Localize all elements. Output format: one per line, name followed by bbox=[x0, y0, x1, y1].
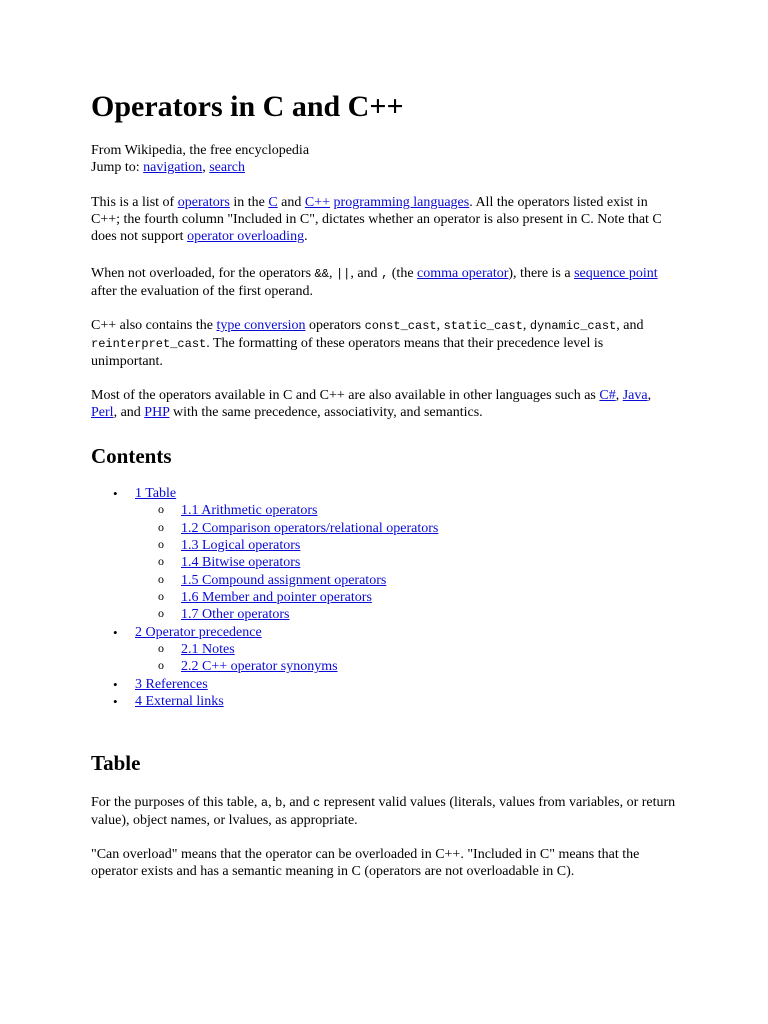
toc-link-member-pointer[interactable]: 1.6 Member and pointer operators bbox=[181, 590, 372, 606]
text: , bbox=[268, 795, 276, 810]
toc-link-external-links[interactable]: 4 External links bbox=[135, 694, 224, 710]
toc-item bbox=[91, 658, 676, 675]
programming-languages-link[interactable]: programming languages bbox=[333, 195, 470, 210]
text: . The formatting of these operators means that their precedence level is unimportant. bbox=[91, 336, 604, 369]
code-reinterpret-cast: reinterpret_cast bbox=[91, 337, 207, 351]
code-a: a bbox=[260, 796, 269, 810]
toc-link-table[interactable]: 1 Table bbox=[135, 486, 177, 501]
text: This is a list of bbox=[91, 195, 178, 210]
text: , and bbox=[616, 318, 644, 333]
toc-link-precedence[interactable]: 2 Operator precedence bbox=[135, 624, 262, 640]
circle-bullet-icon: o bbox=[158, 537, 164, 552]
circle-bullet-icon: o bbox=[158, 502, 164, 517]
code-comma-operator: , bbox=[381, 267, 389, 281]
operators-link[interactable]: operators bbox=[177, 195, 230, 210]
type-conversion-link[interactable]: type conversion bbox=[216, 318, 306, 333]
text: , and bbox=[113, 405, 145, 420]
php-link[interactable]: PHP bbox=[144, 405, 170, 420]
toc-link-bitwise[interactable]: 1.4 Bitwise operators bbox=[181, 555, 301, 571]
toc-item bbox=[91, 537, 676, 554]
comma-operator-link[interactable]: comma operator bbox=[417, 266, 509, 281]
jump-prefix: Jump to: bbox=[91, 160, 144, 175]
code-or-operator: || bbox=[335, 267, 351, 281]
code-dynamic-cast: dynamic_cast bbox=[529, 319, 617, 333]
cpp-link[interactable]: C++ bbox=[304, 195, 331, 210]
text: and bbox=[277, 195, 305, 210]
text: in the bbox=[229, 195, 269, 210]
text: . bbox=[304, 229, 308, 244]
text: C++ also contains the bbox=[91, 318, 217, 333]
toc-item bbox=[91, 606, 676, 623]
java-link[interactable]: Java bbox=[622, 388, 648, 403]
text: after the evaluation of the first operand. bbox=[91, 284, 313, 299]
text: (the bbox=[388, 266, 418, 281]
circle-bullet-icon: o bbox=[158, 641, 164, 656]
toc-item bbox=[91, 589, 676, 606]
jump-separator: , bbox=[202, 160, 210, 175]
bullet-icon: • bbox=[113, 694, 118, 710]
toc-item bbox=[91, 502, 676, 519]
toc-link-comparison[interactable]: 1.2 Comparison operators/relational operators bbox=[181, 520, 439, 536]
perl-link[interactable]: Perl bbox=[91, 405, 114, 420]
text: represent valid values (literals, values from variables, or return value), object names, or lvalues, as appropriate. bbox=[91, 795, 676, 828]
intro-paragraph bbox=[91, 194, 676, 245]
text: operators bbox=[305, 318, 365, 333]
toc-item bbox=[91, 624, 676, 641]
toc-link-logical[interactable]: 1.3 Logical operators bbox=[181, 538, 301, 554]
page-title: Operators in C and C++ bbox=[91, 90, 404, 123]
circle-bullet-icon: o bbox=[158, 658, 164, 673]
circle-bullet-icon: o bbox=[158, 571, 164, 586]
text: , and bbox=[350, 266, 382, 281]
sequence-point-paragraph bbox=[91, 265, 676, 300]
text: , bbox=[647, 388, 652, 403]
bullet-icon: • bbox=[113, 624, 118, 640]
casts-paragraph bbox=[91, 317, 676, 370]
text: , bbox=[328, 266, 336, 281]
contents-heading: Contents bbox=[91, 444, 172, 468]
text: Most of the operators available in C and C++ are also available in other languages such as bbox=[91, 388, 600, 403]
toc-item bbox=[91, 520, 676, 537]
code-b: b bbox=[275, 796, 283, 810]
text: , bbox=[615, 388, 623, 403]
tagline-block bbox=[91, 142, 676, 176]
can-overload-paragraph: "Can overload" means that the operator can be overloaded in C++. "Included in C" means that the operator exists and has a semantic meaning in C (operators are not overloadable in C). bbox=[91, 847, 640, 879]
c-link[interactable]: C bbox=[268, 195, 278, 210]
jump-navigation-link[interactable]: navigation bbox=[143, 160, 203, 175]
operator-overloading-link[interactable]: operator overloading bbox=[187, 229, 305, 244]
circle-bullet-icon: o bbox=[158, 554, 164, 569]
text: ), there is a bbox=[508, 266, 575, 281]
circle-bullet-icon: o bbox=[158, 606, 164, 621]
toc-item bbox=[91, 693, 676, 710]
toc-link-synonyms[interactable]: 2.2 C++ operator synonyms bbox=[181, 659, 338, 675]
jump-search-link[interactable]: search bbox=[209, 160, 245, 175]
bullet-icon: • bbox=[113, 486, 118, 501]
toc-link-other-operators[interactable]: 1.7 Other operators bbox=[181, 607, 290, 623]
circle-bullet-icon: o bbox=[158, 589, 164, 604]
text: , and bbox=[282, 795, 314, 810]
toc-link-references[interactable]: 3 References bbox=[135, 676, 208, 692]
toc-item bbox=[91, 554, 676, 571]
toc-link-notes[interactable]: 2.1 Notes bbox=[181, 642, 235, 658]
toc-item bbox=[91, 485, 676, 502]
toc-item bbox=[91, 676, 676, 693]
bullet-icon: • bbox=[113, 676, 118, 692]
csharp-link[interactable]: C# bbox=[599, 388, 616, 403]
text: , bbox=[522, 318, 530, 333]
code-and-operator: && bbox=[314, 267, 329, 281]
tagline: From Wikipedia, the free encyclopedia bbox=[91, 143, 310, 158]
code-c: c bbox=[313, 796, 321, 810]
code-static-cast: static_cast bbox=[443, 319, 523, 333]
toc-link-compound-assignment[interactable]: 1.5 Compound assignment operators bbox=[181, 572, 387, 588]
toc-link-arithmetic[interactable]: 1.1 Arithmetic operators bbox=[181, 503, 318, 519]
other-languages-paragraph bbox=[91, 387, 676, 421]
table-heading: Table bbox=[91, 751, 141, 775]
circle-bullet-icon: o bbox=[158, 519, 164, 534]
text: , bbox=[436, 318, 444, 333]
text: . All the operators listed exist in C++; the fourth column "Included in C", dictates whether an operator is also present in C. Note that C does not support bbox=[91, 195, 662, 244]
code-const-cast: const_cast bbox=[364, 319, 437, 333]
toc-item bbox=[91, 641, 676, 658]
purposes-paragraph bbox=[91, 794, 676, 829]
text: When not overloaded, for the operators bbox=[91, 266, 315, 281]
text: For the purposes of this table, bbox=[91, 795, 261, 810]
table-of-contents bbox=[91, 485, 676, 710]
text: with the same precedence, associativity, and semantics. bbox=[169, 405, 483, 420]
toc-item bbox=[91, 572, 676, 589]
sequence-point-link[interactable]: sequence point bbox=[574, 266, 658, 281]
